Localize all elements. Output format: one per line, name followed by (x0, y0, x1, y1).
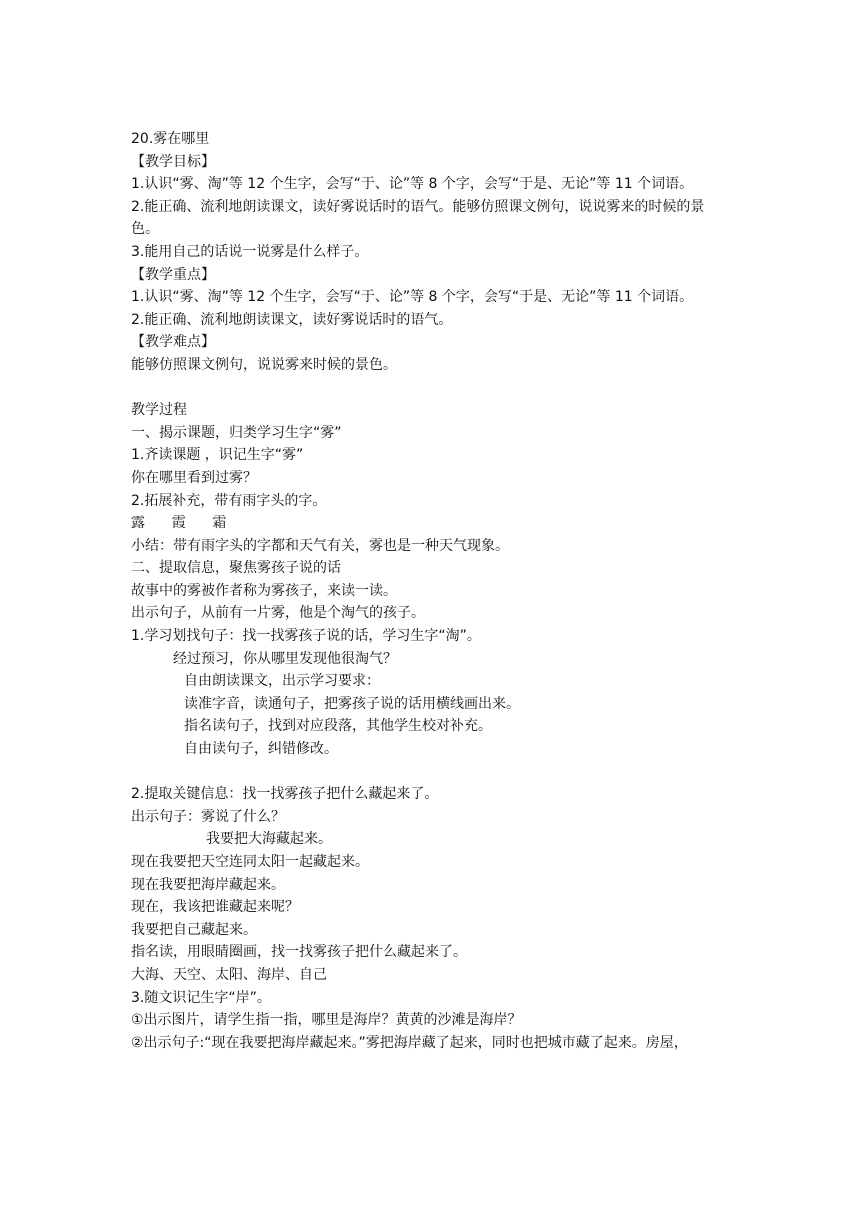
text-line: 1.学习划找句子：找一找雾孩子说的话，学习生字“淘”。 (131, 628, 481, 645)
text-line: 自由读句子，纠错修改。 (184, 741, 338, 758)
text-line: 现在我要把天空连同太阳一起藏起来。 (131, 854, 369, 870)
text-line: 2.能正确、流利地朗读课文，读好雾说话时的语气。能够仿照课文例句，说说雾来的时候的景色。 (131, 198, 705, 238)
text-line: 出示句子：雾说了什么？ (131, 808, 285, 825)
text-line: 经过预习，你从哪里发现他很淘气？ (173, 650, 397, 667)
text-line: ①出示图片，请学生指一指，哪里是海岸？黄黄的沙滩是海岸？ (131, 1012, 522, 1029)
text-line: 指名读句子，找到对应段落，其他学生校对补充。 (184, 718, 492, 735)
document-title: 20.雾在哪里 (131, 131, 210, 147)
text-line: 你在哪里看到过雾？ (131, 469, 257, 486)
text-line: 小结：带有雨字头的字都和天气有关，雾也是一种天气现象。 (131, 537, 509, 554)
text-line: 我要把大海藏起来。 (206, 831, 332, 848)
text-line: 露 霞 霜 (131, 515, 227, 532)
text-line: 【教学目标】 (131, 153, 215, 170)
text-line: 2.能正确、流利地朗读课文，读好雾说话时的语气。 (131, 311, 453, 328)
text-line: 1.认识“雾、淘”等 12 个生字，会写“于、论”等 8 个字，会写“于是、无论”等 11 个词语。 (131, 289, 694, 306)
blank-line (131, 377, 731, 400)
text-line: 自由朗读课文，出示学习要求： (184, 673, 380, 690)
text-line: 2.提取关键信息：找一找雾孩子把什么藏起来了。 (131, 786, 439, 803)
text-line: 1.齐读课题 ，识记生字“雾” (131, 447, 304, 464)
text-line: 【教学难点】 (131, 334, 215, 351)
text-line: ②出示句子:“现在我要把海岸藏起来。”雾把海岸藏了起来，同时也把城市藏了起来。房屋， (131, 1034, 688, 1051)
blank-line (131, 761, 731, 784)
text-line: 3.能用自己的话说一说雾是什么样子。 (131, 243, 369, 260)
text-line: 读准字音，读通句子，把雾孩子说的话用横线画出来。 (184, 695, 520, 712)
text-line: 能够仿照课文例句，说说雾来时候的景色。 (131, 356, 397, 373)
text-line: 二、提取信息，聚焦雾孩子说的话 (131, 560, 341, 577)
text-line: 现在，我该把谁藏起来呢？ (131, 899, 299, 916)
text-line: 现在我要把海岸藏起来。 (131, 876, 285, 893)
text-line: 教学过程 (131, 402, 187, 419)
text-line: 指名读，用眼睛圈画，找一找雾孩子把什么藏起来了。 (131, 944, 467, 961)
text-line: 【教学重点】 (131, 266, 215, 283)
text-line: 2.拓展补充，带有雨字头的字。 (131, 492, 327, 509)
text-line: 大海、天空、太阳、海岸、自己 (131, 966, 327, 983)
text-line: 我要把自己藏起来。 (131, 921, 257, 938)
text-line: 1.认识“雾、淘”等 12 个生字，会写“于、论”等 8 个字，会写“于是、无论”等 11 个词语。 (131, 176, 694, 193)
document-body (131, 128, 731, 1054)
text-line: 故事中的雾被作者称为雾孩子，来读一读。 (131, 582, 397, 599)
text-line: 3.随文识记生字“岸”。 (131, 989, 271, 1006)
text-line: 出示句子，从前有一片雾，他是个淘气的孩子。 (131, 605, 425, 622)
text-line: 一、揭示课题，归类学习生字“雾” (131, 424, 342, 441)
